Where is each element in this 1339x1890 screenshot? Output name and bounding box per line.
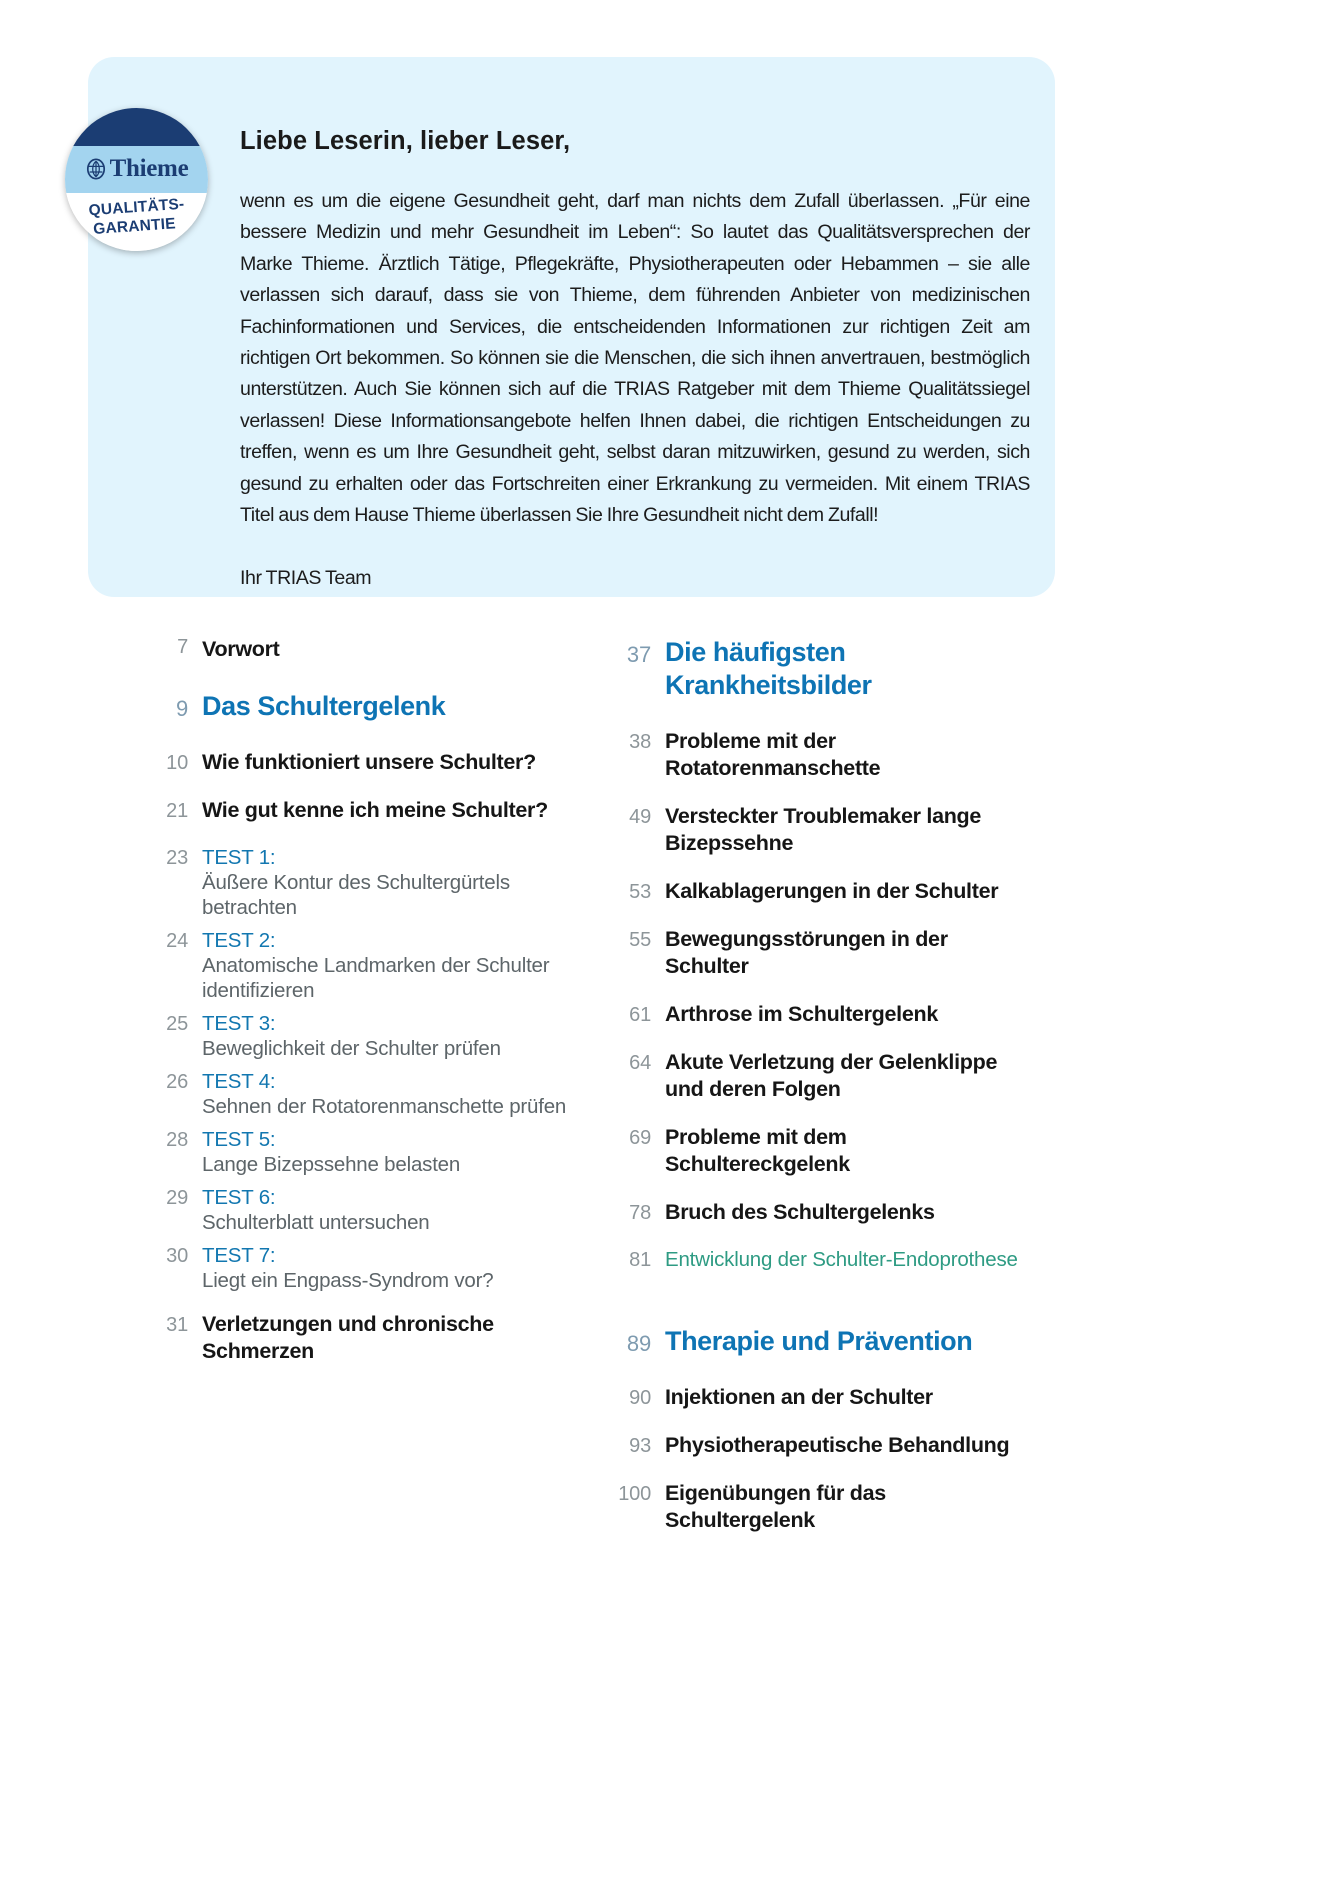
- toc-page-number: 24: [166, 930, 188, 952]
- toc-entry-test[interactable]: [148, 928, 578, 1003]
- toc-page-number: 61: [629, 1004, 651, 1026]
- toc-test-label: TEST 7:: [202, 1244, 276, 1267]
- toc-test-label: TEST 1:: [202, 846, 276, 869]
- toc-page-number: 64: [629, 1052, 651, 1074]
- toc-entry-title: Versteckter Troublemaker lange Bizepssehne: [665, 804, 982, 855]
- toc-entry-plain[interactable]: [148, 636, 578, 662]
- toc-test-label: TEST 3:: [202, 1012, 276, 1035]
- toc-entry-item[interactable]: [603, 1124, 1033, 1178]
- toc-page-number: 10: [166, 752, 188, 774]
- toc-page-number: 89: [626, 1331, 651, 1356]
- toc-page-number: 28: [166, 1129, 188, 1151]
- toc-entry-section[interactable]: [148, 690, 578, 723]
- letter-greeting: Liebe Leserin, lieber Leser,: [240, 127, 571, 155]
- toc-test-description: Beweglichkeit der Schulter prüfen: [202, 1037, 501, 1060]
- toc-entry-title: Verletzungen und chronische Schmerzen: [202, 1312, 494, 1363]
- toc-page-number: 90: [629, 1387, 651, 1409]
- toc-page-number: 100: [618, 1483, 651, 1505]
- toc-page-number: 69: [629, 1127, 651, 1149]
- toc-entry-item[interactable]: [603, 1001, 1033, 1028]
- toc-test-entry-text: [202, 1127, 578, 1177]
- toc-left-column: [148, 636, 578, 1386]
- toc-page-number: 49: [629, 806, 651, 828]
- toc-entry-title: Probleme mit der Rotatorenmanschette: [665, 729, 881, 780]
- toc-entry-test[interactable]: [148, 845, 578, 920]
- toc-page-number: 53: [629, 881, 651, 903]
- toc-test-description: Schulterblatt untersuchen: [202, 1211, 430, 1234]
- toc-entry-test[interactable]: [148, 1011, 578, 1061]
- seal-top-band: [65, 108, 208, 146]
- toc-test-label: TEST 4:: [202, 1070, 276, 1093]
- toc-page-number: 55: [629, 929, 651, 951]
- toc-entry-item[interactable]: [603, 1049, 1033, 1103]
- toc-entry-section[interactable]: [603, 636, 1033, 702]
- toc-page-number: 23: [166, 847, 188, 869]
- toc-entry-test[interactable]: [148, 1185, 578, 1235]
- reader-letter-content: [240, 127, 1030, 595]
- toc-entry-item[interactable]: [603, 1432, 1033, 1459]
- seal-caption-line-1: QUALITÄTS-: [88, 195, 185, 220]
- toc-page-number: 31: [166, 1314, 188, 1336]
- toc-entry-test[interactable]: [148, 1243, 578, 1293]
- toc-entry-item[interactable]: [603, 878, 1033, 905]
- toc-entry-item[interactable]: [603, 1480, 1033, 1534]
- toc-test-label: TEST 2:: [202, 929, 276, 952]
- thieme-quality-seal-badge: [65, 108, 208, 251]
- thieme-globe-icon: [85, 158, 107, 180]
- toc-entry-item[interactable]: [148, 749, 578, 776]
- toc-page-number: 93: [629, 1435, 651, 1457]
- seal-caption: [65, 193, 208, 251]
- toc-entry-title: Eigenübungen für das Schultergelenk: [665, 1481, 886, 1532]
- toc-entry-title: Wie gut kenne ich meine Schulter?: [202, 798, 548, 822]
- letter-signoff: Ihr TRIAS Team: [240, 567, 372, 590]
- toc-entry-title: Das Schultergelenk: [202, 691, 446, 721]
- toc-page-number: 29: [166, 1187, 188, 1209]
- toc-page-number: 26: [166, 1071, 188, 1093]
- toc-entry-title: Die häufigsten Krankheitsbilder: [665, 637, 872, 700]
- reader-letter-panel: [88, 57, 1055, 597]
- letter-body: [240, 186, 1030, 595]
- toc-entry-title: Probleme mit dem Schultereckgelenk: [665, 1125, 850, 1176]
- toc-page-number: 25: [166, 1013, 188, 1035]
- toc-page-number: 81: [629, 1249, 651, 1271]
- seal-caption-line-2: GARANTIE: [92, 215, 177, 238]
- toc-spacer: [148, 1301, 578, 1311]
- toc-test-entry-text: [202, 1185, 578, 1235]
- toc-page-number: 37: [626, 642, 651, 667]
- toc-spacer: [603, 1299, 1033, 1325]
- toc-page-number: 78: [629, 1202, 651, 1224]
- toc-entry-title: Kalkablagerungen in der Schulter: [665, 879, 999, 903]
- toc-test-entry-text: [202, 1243, 578, 1293]
- toc-test-entry-text: [202, 1069, 578, 1119]
- toc-test-description: Anatomische Landmarken der Schulter identifizieren: [202, 954, 550, 1002]
- seal-brand-band: [65, 146, 208, 193]
- toc-entry-title: Wie funktioniert unsere Schulter?: [202, 750, 536, 774]
- toc-entry-item[interactable]: [603, 1384, 1033, 1411]
- toc-test-description: Lange Bizepssehne belasten: [202, 1153, 461, 1176]
- toc-page-number: 21: [166, 800, 188, 822]
- toc-entry-item[interactable]: [603, 1199, 1033, 1226]
- toc-entry-test[interactable]: [148, 1127, 578, 1177]
- toc-page-number: 38: [629, 731, 651, 753]
- toc-entry-item[interactable]: [148, 1311, 578, 1365]
- toc-entry-title: Arthrose im Schultergelenk: [665, 1002, 938, 1026]
- toc-entry-item[interactable]: [603, 803, 1033, 857]
- toc-test-entry-text: [202, 845, 578, 920]
- toc-test-description: Liegt ein Engpass-Syndrom vor?: [202, 1269, 494, 1292]
- toc-page-number: 7: [177, 636, 188, 658]
- toc-right-column: [603, 636, 1033, 1555]
- toc-page-number: 30: [166, 1245, 188, 1267]
- toc-entry-item[interactable]: [603, 926, 1033, 980]
- toc-page-number: 9: [175, 696, 188, 721]
- toc-test-entry-text: [202, 1011, 578, 1061]
- toc-test-description: Äußere Kontur des Schultergürtels betrachten: [202, 871, 510, 919]
- toc-entry-item[interactable]: [148, 797, 578, 824]
- toc-entry-title: Injektionen an der Schulter: [665, 1385, 933, 1409]
- toc-test-entry-text: [202, 928, 578, 1003]
- seal-brand-text: Thieme: [109, 155, 189, 182]
- toc-test-description: Sehnen der Rotatorenmanschette prüfen: [202, 1095, 567, 1118]
- toc-test-label: TEST 6:: [202, 1186, 276, 1209]
- toc-entry-title: Akute Verletzung der Gelenklippe und deren Folgen: [665, 1050, 998, 1101]
- toc-entry-title: Vorwort: [202, 637, 280, 661]
- toc-test-label: TEST 5:: [202, 1128, 276, 1151]
- toc-entry-section[interactable]: [603, 1325, 1033, 1358]
- toc-entry-title: Physiotherapeutische Behandlung: [665, 1433, 1010, 1457]
- toc-entry-title: Therapie und Prävention: [665, 1326, 973, 1356]
- toc-entry-title: Entwicklung der Schulter-Endoprothese: [665, 1248, 1018, 1271]
- toc-entry-title: Bewegungsstörungen in der Schulter: [665, 927, 948, 978]
- toc-entry-green[interactable]: [603, 1247, 1033, 1273]
- toc-entry-title: Bruch des Schultergelenks: [665, 1200, 935, 1224]
- toc-entry-item[interactable]: [603, 728, 1033, 782]
- letter-body-paragraph: wenn es um die eigene Gesundheit geht, darf man nichts dem Zufall überlassen. „Für eine bessere Medizin und mehr Gesundheit im Leben“: So lautet das Qualitätsversprechen der Marke Thieme. Ärztlich Tätige, Pflegekräfte, Physiotherapeuten oder Hebammen – sie alle verlassen sich darauf, dass sie von Thieme, dem führenden Anbieter von medizinischen Fachinformationen und Services, die entscheidenden Informationen zur richtigen Zeit am richtigen Ort bekommen. So können sie die Menschen, die sich ihnen anvertrauen, bestmöglich unterstützen. Auch Sie können sich auf die TRIAS Ratgeber mit dem Thieme Qualitätssiegel verlassen! Diese Informationsangebote helfen Ihnen dabei, die richtigen Entscheidungen zu treffen, wenn es um Ihre Gesundheit geht, selbst daran mitzuwirken, gesund zu werden, sich gesund zu erhalten oder das Fortschreiten einer Erkrankung zu vermeiden. Mit einem TRIAS Titel aus dem Hause Thieme überlassen Sie Ihre Gesundheit nicht dem Zufall!: [240, 190, 1030, 527]
- toc-entry-test[interactable]: [148, 1069, 578, 1119]
- seal-brand-group: [85, 156, 189, 181]
